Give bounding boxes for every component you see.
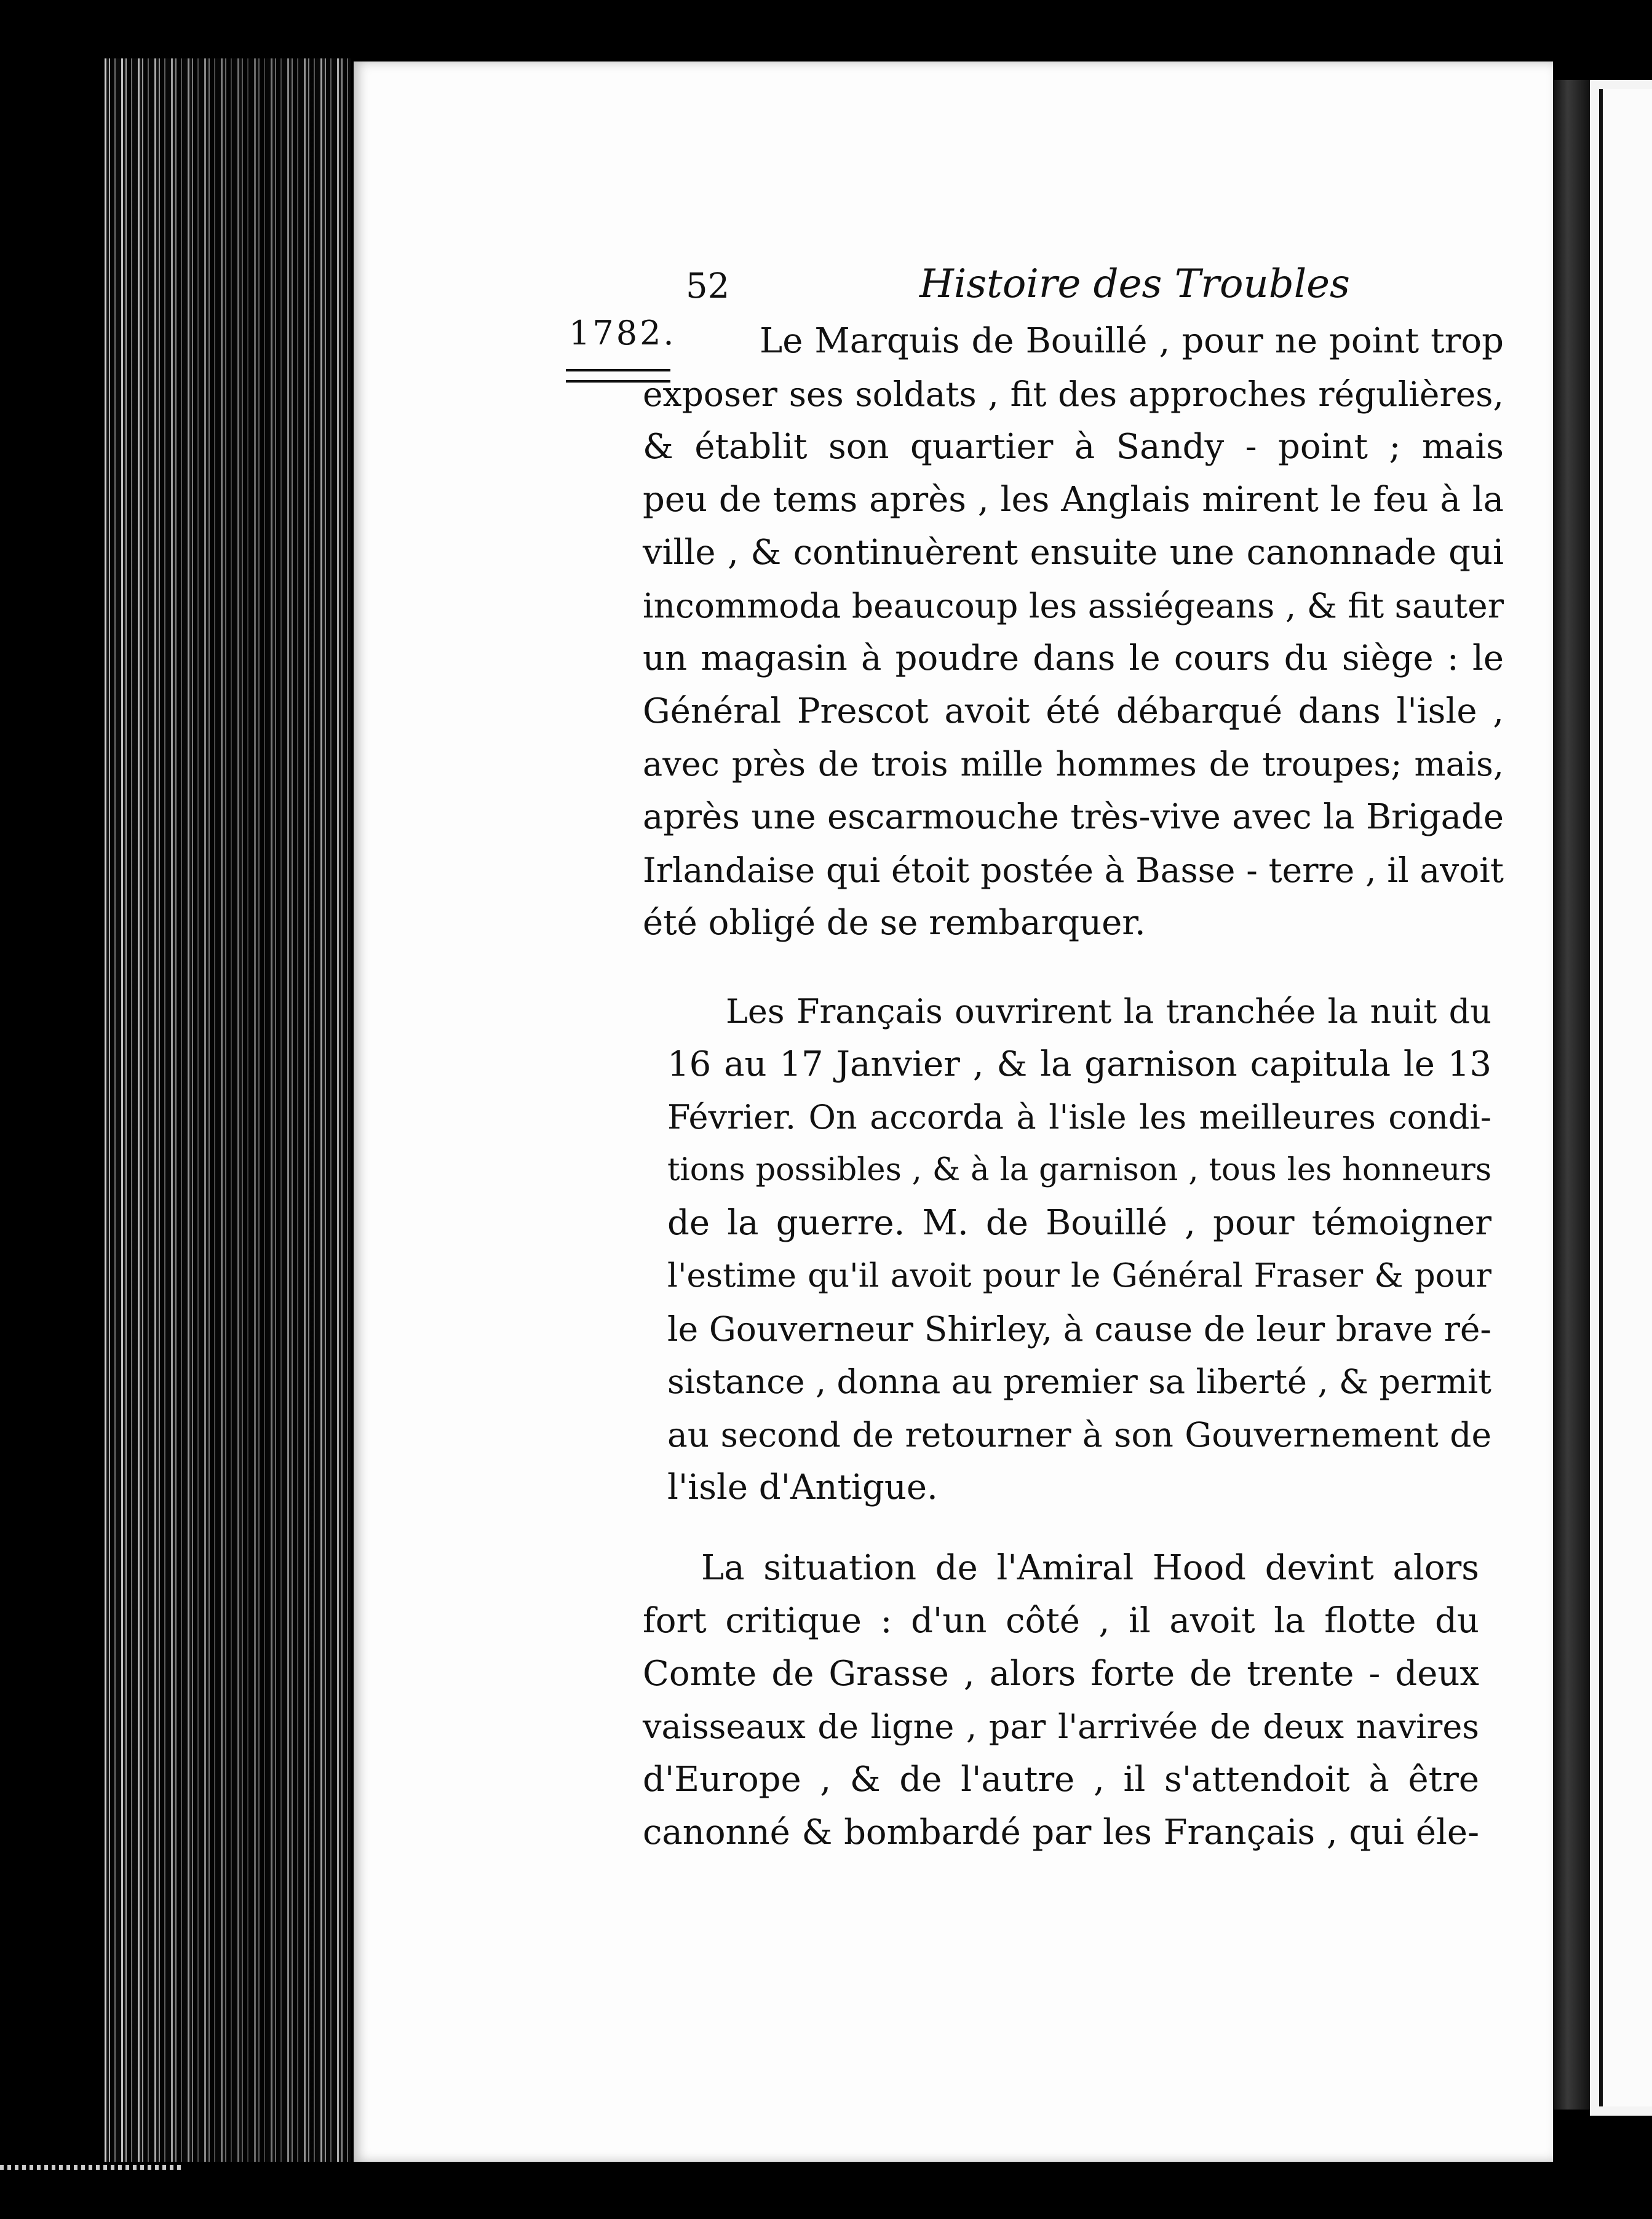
paragraph-3 xyxy=(643,1542,1479,1859)
paragraph-2 xyxy=(667,985,1491,1514)
text-line: au second de retourner à son Gouvernement de xyxy=(667,1415,1491,1455)
text-line: sistance , donna au premier sa liberté , & permit xyxy=(667,1362,1491,1401)
text-line: Comte de Grasse , alors forte de trente - deux xyxy=(643,1654,1479,1694)
text-line: & établit son quartier à Sandy - point ; mais xyxy=(643,427,1504,467)
text-line: de la guerre. M. de Bouillé , pour témoigner xyxy=(667,1203,1491,1243)
text-line: Février. On accorda à l'isle les meilleures condi- xyxy=(667,1098,1491,1137)
running-header xyxy=(686,261,1350,317)
text-line: avec près de trois mille hommes de troupes; mais, xyxy=(643,745,1504,784)
text-line: incommoda beaucoup les assiégeans , & fit sauter xyxy=(643,586,1504,625)
text-line: peu de tems après , les Anglais mirent le feu à la xyxy=(643,480,1504,520)
text-line: un magasin à poudre dans le cours du siège : le xyxy=(643,638,1504,678)
running-title: Histoire des Troubles xyxy=(919,261,1350,307)
text-line: Les Français ouvrirent la tranchée la nuit du xyxy=(726,992,1491,1031)
text-line: 16 au 17 Janvier , & la garnison capitula le 13 xyxy=(667,1044,1491,1084)
text-line: canonné & bombardé par les Français , qui éle- xyxy=(643,1812,1479,1852)
margin-year-note: 1782. xyxy=(569,314,677,352)
text-line: l'estime qu'il avoit pour le Général Fraser & pour xyxy=(667,1257,1491,1295)
text-line: vaisseaux de ligne , par l'arrivée de deux navires xyxy=(643,1707,1479,1746)
book-edge-shadow xyxy=(105,58,351,2162)
text-line: d'Europe , & de l'autre , il s'attendoit à être xyxy=(643,1760,1479,1800)
text-line: tions possibles , & à la garnison , tous les honneurs xyxy=(667,1152,1491,1188)
scanner-edge-artifact xyxy=(0,2165,185,2170)
text-line: été obligé de se rembarquer. xyxy=(643,903,1146,943)
text-line: La situation de l'Amiral Hood devint alors xyxy=(701,1548,1479,1588)
text-line: Irlandaise qui étoit postée à Basse - terre , il avoit xyxy=(643,851,1504,890)
text-line: exposer ses soldats , fit des approches régulières, xyxy=(643,375,1504,414)
text-line: Le Marquis de Bouillé , pour ne point trop xyxy=(760,321,1504,361)
gutter-shadow xyxy=(1553,80,1590,2110)
text-line: le Gouverneur Shirley, à cause de leur brave ré- xyxy=(667,1309,1491,1349)
text-line: après une escarmouche très-vive avec la Brigade xyxy=(643,797,1504,837)
scan-background xyxy=(0,0,105,2219)
text-line: fort critique : d'un côté , il avoit la flotte du xyxy=(643,1601,1479,1641)
page-number: 52 xyxy=(686,266,730,306)
paragraph-1 xyxy=(643,315,1504,950)
facing-page-sliver xyxy=(1599,89,1652,2106)
text-line: Général Prescot avoit été débarqué dans l'isle , xyxy=(643,691,1504,731)
text-line: ville , & continuèrent ensuite une canonnade qui xyxy=(643,533,1504,573)
text-line: l'isle d'Antigue. xyxy=(667,1467,938,1507)
